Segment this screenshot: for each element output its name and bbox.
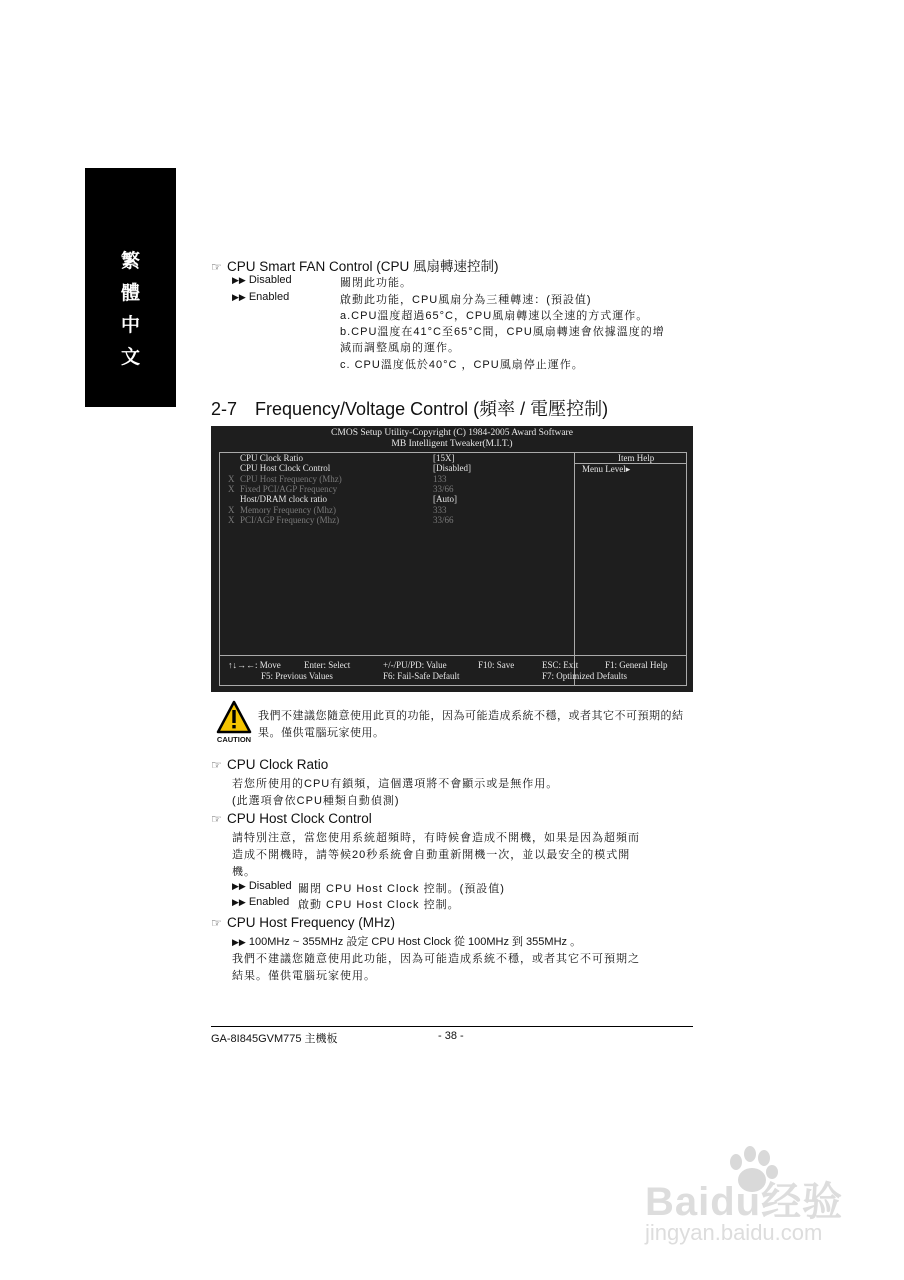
bios-frame — [219, 452, 687, 686]
bios-menu-level: Menu Level▸ — [582, 464, 631, 474]
host-clock-disabled-option — [232, 880, 292, 892]
bios-key-failsafe: F6: Fail-Safe Default — [383, 671, 460, 681]
pointing-hand-icon: ☞ — [211, 758, 222, 772]
clock-ratio-line1: 若您所使用的CPU有鎖頻，這個選項將不會顯示或是無作用。 — [232, 778, 559, 790]
host-clock-enabled-option — [232, 896, 289, 908]
fan-line-b2: 減而調整風扇的運作。 — [340, 342, 460, 354]
bios-item-pci-agp-frequency: PCI/AGP Frequency (Mhz) — [240, 515, 340, 525]
bios-key-previous: F5: Previous Values — [261, 671, 333, 681]
bios-divider — [574, 453, 575, 685]
fan-title-text: CPU Smart FAN Control (CPU 風扇轉速控制) — [227, 259, 499, 274]
fan-enabled-desc: 啟動此功能，CPU風扇分為三種轉速：(預設值) — [340, 294, 592, 306]
host-clock-line1: 請特別注意，當您使用系統超頻時，有時候會造成不開機，如果是因為超頻而 — [232, 832, 640, 844]
footer-rule — [211, 1026, 693, 1027]
bios-item-help-title: Item Help — [618, 453, 655, 463]
language-side-tab — [85, 168, 176, 407]
bios-item-fixed-pci-agp: Fixed PCI/AGP Frequency — [240, 484, 338, 494]
host-freq-line1 — [232, 933, 581, 949]
host-clock-enabled-desc: 啟動 CPU Host Clock 控制。 — [298, 899, 460, 911]
fan-line-b1: b.CPU溫度在41°C至65°C間，CPU風扇轉速會依據溫度的增 — [340, 326, 665, 338]
watermark-url: jingyan.baidu.com — [645, 1220, 823, 1245]
bios-item-host-dram-ratio[interactable]: Host/DRAM clock ratio — [240, 494, 327, 504]
fan-line-a: a.CPU溫度超過65°C，CPU風扇轉速以全速的方式運作。 — [340, 310, 649, 322]
bios-key-optimized: F7: Optimized Defaults — [542, 671, 627, 681]
double-arrow-icon: ▶▶ — [232, 937, 246, 947]
bios-value-memory-frequency: 333 — [433, 505, 447, 515]
bios-item-host-clock-control[interactable]: CPU Host Clock Control — [240, 463, 331, 473]
baidu-watermark — [640, 1140, 870, 1250]
host-clock-line3: 機。 — [232, 866, 256, 878]
caution-warning-icon — [215, 700, 253, 744]
host-clock-title — [211, 811, 372, 826]
footer-model: GA-8I845GVM775 主機板 — [211, 1033, 338, 1045]
fan-line-c: c. CPU溫度低於40°C ，CPU風扇停止運作。 — [340, 359, 584, 371]
pointing-hand-icon: ☞ — [211, 916, 222, 930]
bios-key-help: F1: General Help — [605, 660, 668, 670]
bios-header-menu: MB Intelligent Tweaker(M.I.T.) — [391, 439, 513, 449]
fan-disabled-desc: 關閉此功能。 — [340, 277, 412, 289]
host-clock-line2: 造成不開機時，請等候20秒系統會自動重新開機一次，並以最安全的模式開 — [232, 849, 631, 861]
bios-value-pci-agp-frequency: 33/66 — [433, 515, 454, 525]
host-freq-title — [211, 915, 395, 930]
caution-text: 我們不建議您隨意使用此頁的功能，因為可能造成系統不穩，或者其它不可預期的結果。僅供電腦玩家使用。 — [258, 710, 684, 739]
bios-header-copyright: CMOS Setup Utility-Copyright (C) 1984-2005 Award Software — [331, 428, 573, 438]
bios-value-fixed-pci-agp: 33/66 — [433, 484, 454, 494]
bios-key-value: +/-/PU/PD: Value — [383, 660, 447, 670]
side-tab-char: 繁 — [120, 250, 140, 272]
bios-item-cpu-clock-ratio[interactable]: CPU Clock Ratio — [240, 453, 304, 463]
host-freq-range-text: 100MHz ~ 355MHz 設定 CPU Host Clock 從 100MHz 到 355MHz 。 — [248, 936, 582, 948]
footer-page-number: - 38 - — [438, 1030, 464, 1042]
fan-disabled-option — [232, 274, 292, 286]
bios-row-x: X — [228, 505, 235, 515]
host-clock-disabled-desc: 關閉 CPU Host Clock 控制。(預設值) — [298, 883, 505, 895]
side-tab-char: 文 — [120, 346, 140, 368]
fan-section-title — [211, 255, 499, 275]
bios-row-x: X — [228, 515, 235, 525]
host-freq-title-text: CPU Host Frequency (MHz) — [227, 915, 396, 930]
bios-value-host-dram-ratio[interactable]: [Auto] — [433, 494, 457, 504]
side-tab-char: 體 — [120, 282, 140, 304]
watermark-brand: Baidu经验 — [645, 1180, 844, 1224]
option-label: Enabled — [248, 896, 290, 908]
fan-enabled-option — [232, 291, 289, 303]
clock-ratio-title — [211, 757, 328, 772]
bios-divider — [220, 655, 686, 656]
bios-item-memory-frequency: Memory Frequency (Mhz) — [240, 505, 336, 515]
bios-key-save: F10: Save — [478, 660, 515, 670]
pointing-hand-icon: ☞ — [211, 812, 222, 826]
caution-label: CAUTION — [216, 735, 252, 744]
bios-value-host-clock-control[interactable]: [Disabled] — [433, 463, 471, 473]
bios-row-x: X — [228, 484, 235, 494]
double-arrow-icon: ▶▶ — [232, 292, 246, 302]
double-arrow-icon: ▶▶ — [232, 275, 246, 285]
double-arrow-icon: ▶▶ — [232, 881, 246, 891]
bios-key-move: ↑↓→←: Move — [228, 660, 281, 670]
clock-ratio-title-text: CPU Clock Ratio — [227, 757, 329, 772]
bios-item-host-frequency: CPU Host Frequency (Mhz) — [240, 474, 342, 484]
section-title: Frequency/Voltage Control (頻率 / 電壓控制) — [255, 399, 609, 419]
bios-row-x: X — [228, 474, 235, 484]
double-arrow-icon: ▶▶ — [232, 897, 246, 907]
host-clock-title-text: CPU Host Clock Control — [227, 811, 372, 826]
section-heading — [211, 395, 608, 421]
option-label: Enabled — [248, 291, 290, 303]
bios-screen — [211, 426, 693, 692]
host-freq-line2: 我們不建議您隨意使用此功能，因為可能造成系統不穩，或者其它不可預期之 — [232, 953, 640, 965]
section-number: 2-7 — [211, 399, 238, 419]
side-tab-char: 中 — [120, 314, 140, 336]
option-label: Disabled — [248, 880, 292, 892]
bios-key-exit: ESC: Exit — [542, 660, 579, 670]
clock-ratio-line2: (此選項會依CPU種類自動偵測) — [232, 795, 400, 807]
pointing-hand-icon: ☞ — [211, 260, 222, 274]
bios-value-host-frequency: 133 — [433, 474, 447, 484]
bios-key-select: Enter: Select — [304, 660, 351, 670]
bios-value-cpu-clock-ratio[interactable]: [15X] — [433, 453, 455, 463]
host-freq-line3: 結果。僅供電腦玩家使用。 — [232, 970, 376, 982]
option-label: Disabled — [248, 274, 292, 286]
